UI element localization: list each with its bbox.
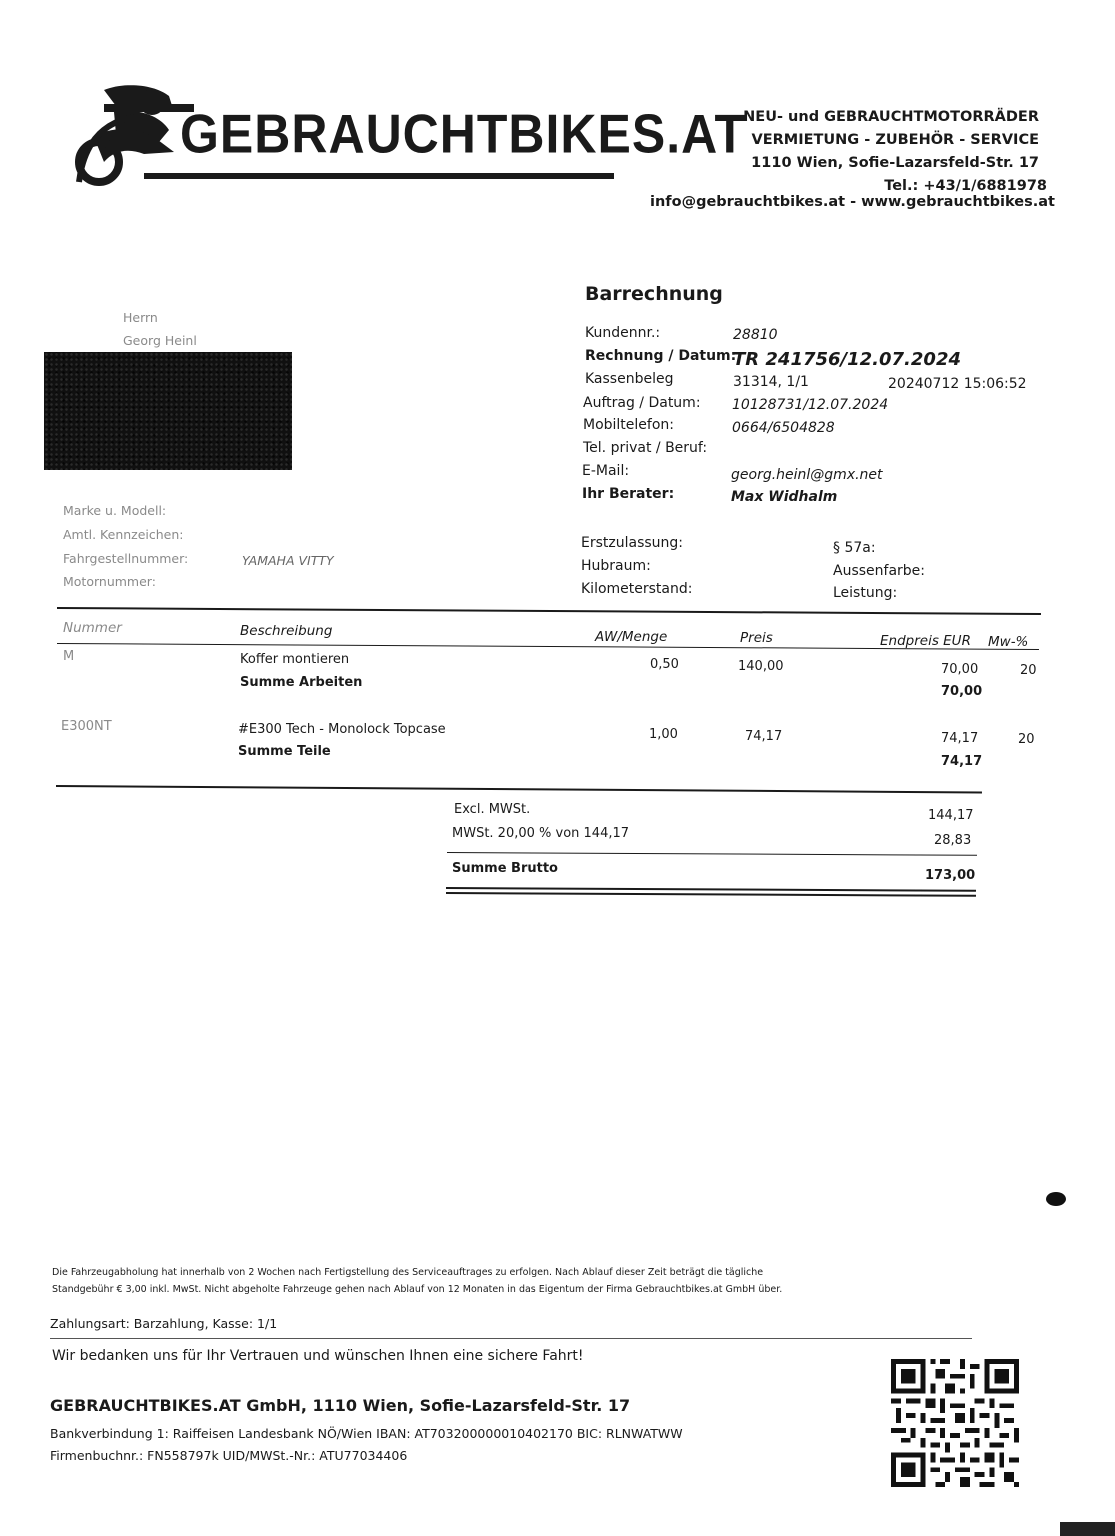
- th-nummer: Nummer: [63, 620, 122, 636]
- label-berater: Ihr Berater:: [582, 486, 675, 502]
- totals-double-rule-1: [446, 887, 976, 891]
- value-email: georg.heinl@gmx.net: [731, 467, 883, 483]
- logo: [74, 82, 747, 187]
- cell-preis: 74,17: [745, 729, 783, 744]
- cell-preis: 140,00: [738, 659, 784, 674]
- footer-note-line1: Die Fahrzeugabholung hat innerhalb von 2 Wochen nach Fertigstellung des Serviceauftrages zu erfolgen. Nach Ablauf dieser Zeit beträgt die tägliche: [52, 1267, 764, 1278]
- cell-nummer: M: [63, 649, 75, 664]
- sum-value-teile: 74,17: [941, 754, 983, 769]
- th-preis: Preis: [740, 630, 773, 646]
- cell-mwst: 20: [1020, 663, 1037, 678]
- cell-beschreibung: Koffer montieren: [240, 652, 350, 667]
- cell-endpreis: 74,17: [941, 731, 979, 746]
- cell-endpreis: 70,00: [941, 662, 979, 677]
- page-corner-mark: [1060, 1522, 1115, 1536]
- customer-name: Georg Heinl: [123, 333, 197, 348]
- vehicle-label-marke: Marke u. Modell:: [63, 503, 167, 518]
- table-bottom-rule: [56, 785, 982, 793]
- header-contact: [743, 106, 1047, 198]
- totals-mwst-value: 28,83: [934, 833, 972, 848]
- footer-bank: Bankverbindung 1: Raiffeisen Landesbank NÖ/Wien IBAN: AT703200000010402170 BIC: RLNWATWW: [50, 1426, 683, 1441]
- value-mobil: 0664/6504828: [732, 420, 835, 436]
- footer-rule: [50, 1338, 972, 1339]
- logo-underline: [144, 173, 614, 179]
- vehicle-value-fahrgestell: YAMAHA VITTY: [242, 553, 334, 568]
- sum-value-arbeiten: 70,00: [941, 684, 983, 699]
- sum-label-teile: Summe Teile: [238, 744, 331, 759]
- footer-company: GEBRAUCHTBIKES.AT GmbH, 1110 Wien, Sofie-Lazarsfeld-Str. 17: [50, 1396, 631, 1415]
- th-endpreis: Endpreis EUR: [880, 633, 971, 649]
- footer-payment: Zahlungsart: Barzahlung, Kasse: 1/1: [50, 1316, 278, 1331]
- totals-mwst-label: MWSt. 20,00 % von 144,17: [452, 826, 630, 841]
- invoice-title: Barrechnung: [585, 283, 723, 305]
- label-kassenbeleg: Kassenbeleg: [585, 371, 674, 387]
- vehicle-label-kennzeichen: Amtl. Kennzeichen:: [63, 527, 184, 542]
- th-mwst: Mw-%: [988, 634, 1029, 650]
- header-line1: NEU- und GEBRAUCHTMOTORRÄDER: [743, 109, 1039, 125]
- totals-brutto-value: 173,00: [925, 868, 976, 883]
- value-berater: Max Widhalm: [731, 489, 838, 505]
- cell-menge: 1,00: [649, 727, 678, 742]
- label-auftrag: Auftrag / Datum:: [583, 395, 701, 411]
- th-beschreibung: Beschreibung: [240, 623, 333, 639]
- th-menge: AW/Menge: [595, 629, 668, 645]
- value-kundennr: 28810: [733, 327, 778, 343]
- customer-salutation: Herrn: [123, 310, 158, 325]
- value-rechnung: TR 241756/12.07.2024: [733, 349, 961, 370]
- vehicle-label-fahrgestell: Fahrgestellnummer:: [63, 551, 189, 566]
- table-top-rule: [57, 607, 1041, 615]
- label-mobil: Mobiltelefon:: [583, 417, 674, 433]
- value-auftrag: 10128731/12.07.2024: [732, 397, 889, 413]
- label-57a: § 57a:: [833, 540, 876, 556]
- ink-spot: [1046, 1192, 1066, 1206]
- totals-excl-value: 144,17: [928, 808, 974, 823]
- header-line2: VERMIETUNG - ZUBEHÖR - SERVICE: [751, 132, 1039, 148]
- totals-brutto-label: Summe Brutto: [452, 861, 558, 876]
- header-phone: Tel.: +43/1/6881978: [884, 178, 1047, 194]
- label-kundennr: Kundennr.:: [585, 325, 661, 341]
- vehicle-label-motor: Motornummer:: [63, 574, 156, 589]
- label-leistung: Leistung:: [833, 585, 898, 601]
- value-kassenbeleg-timestamp: 20240712 15:06:52: [888, 376, 1027, 392]
- footer-thanks: Wir bedanken uns für Ihr Vertrauen und wünschen Ihnen eine sichere Fahrt!: [52, 1348, 584, 1364]
- label-aussenfarbe: Aussenfarbe:: [833, 563, 926, 579]
- redacted-address: [44, 352, 292, 470]
- totals-double-rule-2: [446, 892, 976, 896]
- value-kassenbeleg: 31314, 1/1: [733, 374, 809, 390]
- footer-registry: Firmenbuchnr.: FN558797k UID/MWSt.-Nr.: ATU77034406: [50, 1448, 408, 1463]
- label-email: E-Mail:: [582, 463, 630, 479]
- label-tel-privat: Tel. privat / Beruf:: [583, 440, 708, 456]
- motorcycle-rider-icon: [74, 82, 184, 187]
- cell-beschreibung: #E300 Tech - Monolock Topcase: [238, 722, 446, 737]
- label-erstzulassung: Erstzulassung:: [581, 535, 684, 551]
- cell-nummer: E300NT: [61, 719, 112, 734]
- footer-note-line2: Standgebühr € 3,00 inkl. MwSt. Nicht abgeholte Fahrzeuge gehen nach Ablauf von 12 Monaten in das Eigentum der Firma Gebrauchtbikes.at GmbH über.: [52, 1284, 783, 1295]
- label-hubraum: Hubraum:: [581, 558, 651, 574]
- totals-rule: [447, 852, 977, 856]
- cell-mwst: 20: [1018, 732, 1035, 747]
- header-line3: 1110 Wien, Sofie-Lazarsfeld-Str. 17: [751, 155, 1039, 171]
- totals-excl-label: Excl. MWSt.: [454, 802, 531, 817]
- qr-code-icon: [890, 1359, 1020, 1487]
- logo-text: GEBRAUCHTBIKES.AT: [180, 103, 747, 165]
- sum-label-arbeiten: Summe Arbeiten: [240, 675, 363, 690]
- label-kilometerstand: Kilometerstand:: [581, 581, 693, 597]
- header-email-web: info@gebrauchtbikes.at - www.gebrauchtbikes.at: [650, 194, 1055, 210]
- cell-menge: 0,50: [650, 657, 679, 672]
- label-rechnung: Rechnung / Datum:: [585, 348, 737, 364]
